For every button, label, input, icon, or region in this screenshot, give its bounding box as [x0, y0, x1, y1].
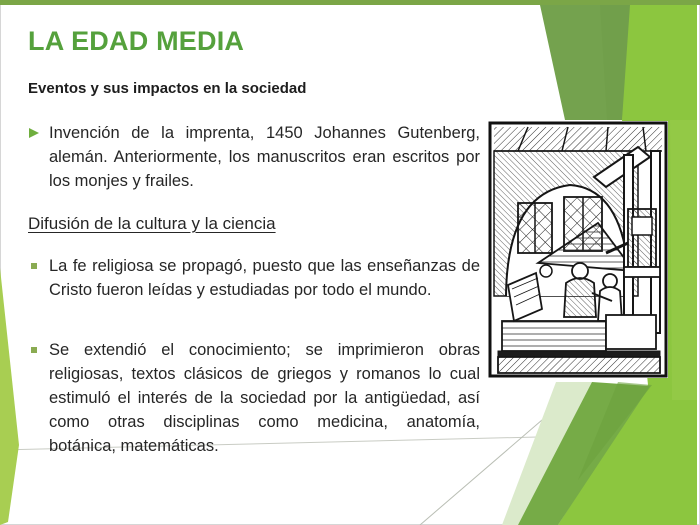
- printing-press-image: [488, 121, 668, 378]
- square-bullet-icon: [31, 347, 37, 353]
- slide-title: LA EDAD MEDIA: [28, 26, 245, 56]
- bullet-item-imprenta: [28, 121, 480, 193]
- printing-press-woodcut-icon: [488, 121, 668, 378]
- woodcut-workbench: [498, 315, 660, 373]
- bullet-text: Se extendió el conocimiento; se imprimieron obras religiosas, textos clásicos de griegos y romanos lo cual estimuló el interés de la sociedad por la antigüedad, así como otras disciplinas como medicina, anatomía, botánica, matemáticas.: [49, 341, 480, 455]
- bullet-text: La fe religiosa se propagó, puesto que las enseñanzas de Cristo fueron leídas y estudiadas por todo el mundo.: [49, 257, 480, 299]
- top-bar: [0, 0, 700, 5]
- triangle-bullet-icon: [29, 128, 39, 138]
- section-heading: Difusión de la cultura y la ciencia: [28, 214, 276, 233]
- slide-subtitle: Eventos y sus impactos en la sociedad: [28, 80, 307, 97]
- bullet-item-conocimiento: [28, 338, 480, 458]
- bullet-item-fe-religiosa: [28, 254, 480, 302]
- bullet-text: Invención de la imprenta, 1450 Johannes Gutenberg, alemán. Anteriormente, los manuscritos eran escritos por los monjes y frailes.: [49, 124, 480, 190]
- square-bullet-icon: [31, 263, 37, 269]
- left-wedge: [0, 268, 19, 525]
